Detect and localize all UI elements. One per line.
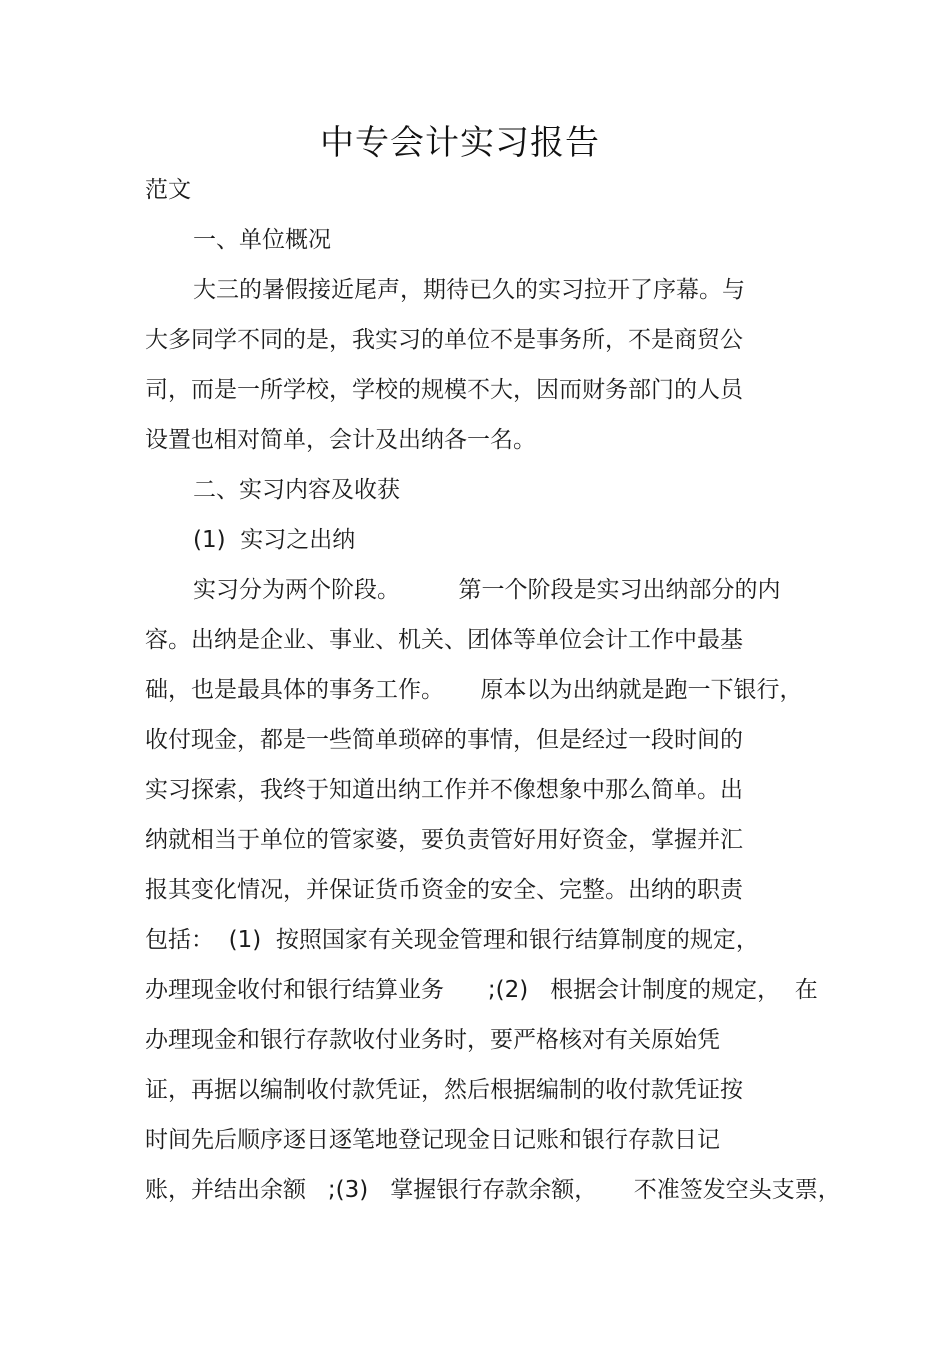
paragraph-line: 包括： (1) 按照国家有关现金管理和银行结算制度的规定， (145, 927, 759, 953)
paragraph-line: 账，并结出余额 ;(3) 掌握银行存款余额， 不准签发空头支票， (145, 1177, 841, 1203)
paragraph-line: 大多同学不同的是，我实习的单位不是事务所，不是商贸公 (145, 327, 743, 353)
document-title: 中专会计实习报告 (320, 123, 600, 163)
section-heading-2: 二、实习内容及收获 (193, 477, 400, 503)
paragraph-line: 报其变化情况，并保证货币资金的安全、完整。出纳的职责 (145, 877, 743, 903)
subsection-heading: (1) 实习之出纳 (193, 527, 356, 553)
paragraph-line: 实习探索，我终于知道出纳工作并不像想象中那么简单。出 (145, 777, 743, 803)
paragraph-line: 设置也相对简单，会计及出纳各一名。 (145, 427, 536, 453)
paragraph-line: 证，再据以编制收付款凭证，然后根据编制的收付款凭证按 (145, 1077, 743, 1103)
paragraph-line: 大三的暑假接近尾声，期待已久的实习拉开了序幕。与 (193, 277, 745, 303)
paragraph-line: 础，也是最具体的事务工作。 原本以为出纳就是跑一下银行， (145, 677, 803, 703)
paragraph-line: 收付现金，都是一些简单琐碎的事情，但是经过一段时间的 (145, 727, 743, 753)
paragraph-line: 纳就相当于单位的管家婆，要负责管好用好资金，掌握并汇 (145, 827, 743, 853)
paragraph-line: 实习分为两个阶段。 第一个阶段是实习出纳部分的内 (193, 577, 781, 603)
paragraph-line: 办理现金和银行存款收付业务时，要严格核对有关原始凭 (145, 1027, 720, 1053)
paragraph-line: 时间先后顺序逐日逐笔地登记现金日记账和银行存款日记 (145, 1127, 720, 1153)
text-line-prefix: 范文 (145, 177, 191, 203)
paragraph-line: 容。出纳是企业、事业、机关、团体等单位会计工作中最基 (145, 627, 743, 653)
section-heading-1: 一、单位概况 (193, 227, 331, 253)
paragraph-line: 司，而是一所学校，学校的规模不大，因而财务部门的人员 (145, 377, 743, 403)
paragraph-line: 办理现金收付和银行结算业务 ;(2) 根据会计制度的规定， 在 (145, 977, 818, 1003)
